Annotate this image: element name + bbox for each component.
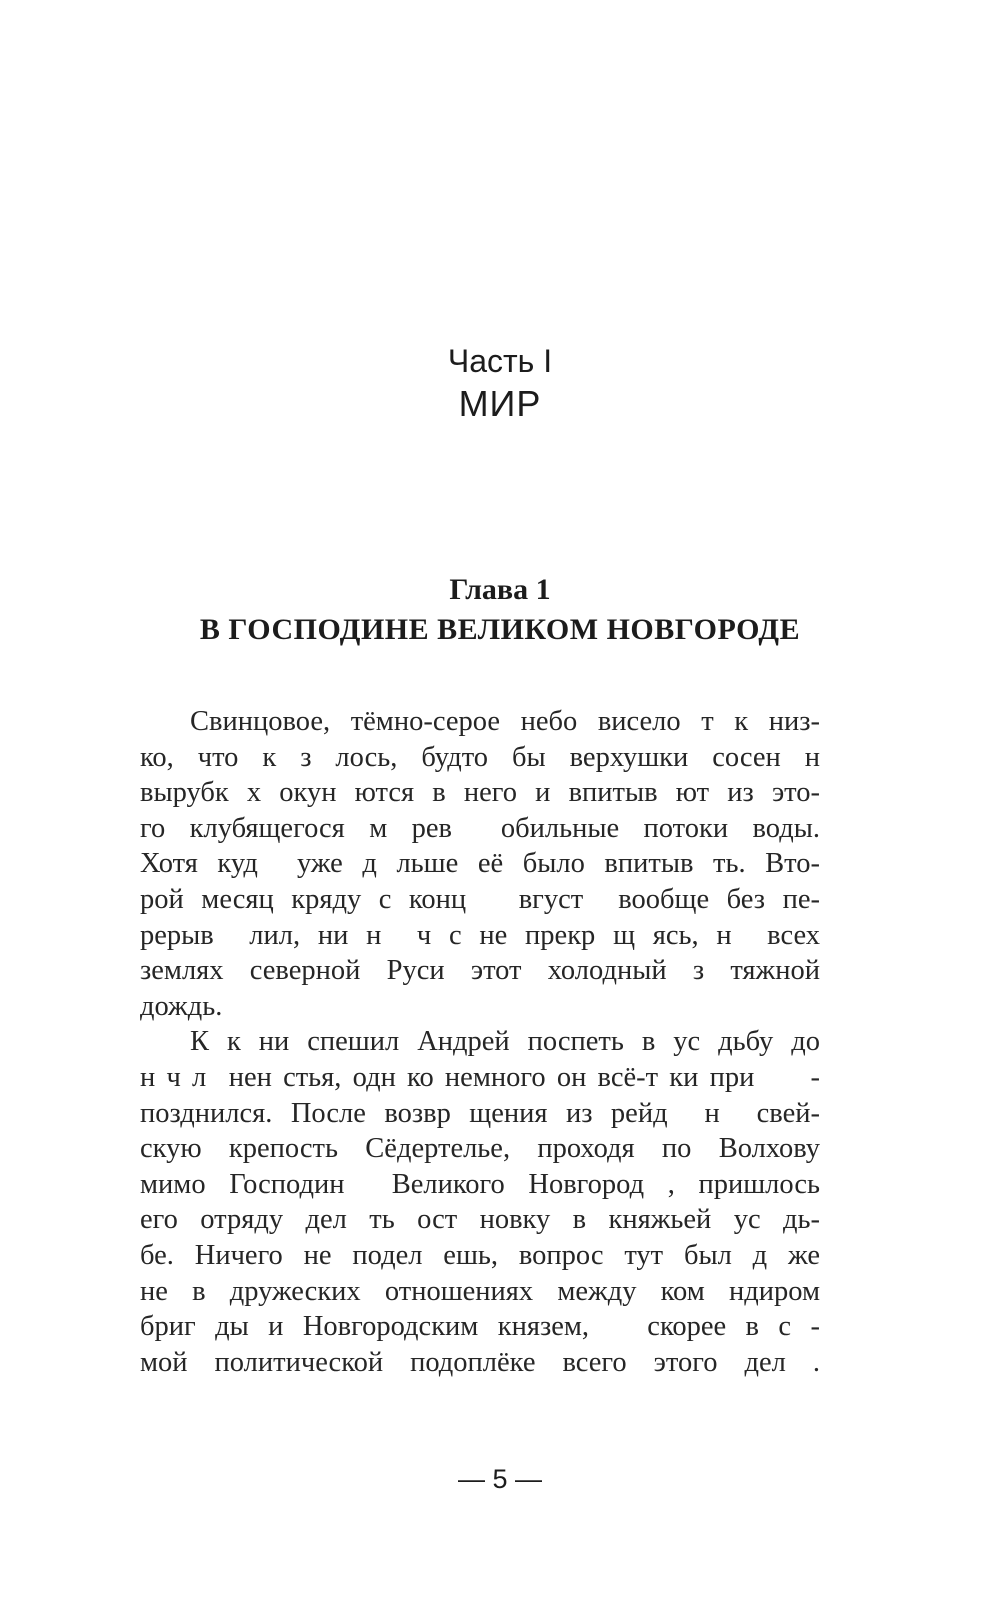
text-line: его отряду дел ть ост новку в княжьей ус дь-: [140, 1204, 820, 1236]
page-number: — 5 —: [457, 1464, 543, 1494]
text-line: землях северной Руси этот холодный з тяжной: [140, 955, 820, 987]
body-text: [140, 704, 820, 1380]
text-line: Свинцовое, тёмно-серое небо висело т к низ-: [190, 706, 820, 737]
chapter-number: Глава 1: [449, 573, 551, 606]
text-line: позднился. После возвр щения из рейд н свей-: [140, 1097, 820, 1129]
chapter-title: В ГОСПОДИНЕ ВЕЛИКОМ НОВГОРОДЕ: [199, 613, 801, 646]
text-line: вырубк х окун ются в него и впитыв ют из это-: [140, 777, 820, 809]
text-line: дождь.: [140, 990, 223, 1022]
text-line: го клубящегося м рев обильные потоки воды.: [140, 812, 820, 844]
text-line: рой месяц кряду с конц вгуст вообще без пе-: [140, 883, 820, 915]
text-line: К к ни спешил Андрей поспеть в ус дьбу до: [190, 1026, 820, 1058]
text-line: бриг ды и Новгородским князем, скорее в с -: [140, 1311, 820, 1343]
text-line: не в дружеских отношениях между ком ндиром: [140, 1275, 820, 1307]
text-line: бе. Ничего не подел ешь, вопрос тут был д же: [140, 1239, 820, 1271]
text-line: н ч л нен стья, одн ко немного он всё-т ки при -: [140, 1061, 820, 1093]
text-line: Хотя куд уже д льше её было впитыв ть. Вто-: [140, 848, 820, 880]
text-line: рерыв лил, ни н ч с не прекр щ ясь, н всех: [140, 919, 820, 951]
part-number: Часть I: [447, 343, 553, 379]
text-line: мой политической подоплёке всего этого дел .: [140, 1346, 820, 1378]
text-line: мимо Господин Великого Новгород , пришлось: [140, 1168, 820, 1200]
text-line: ко, что к з лось, будто бы верхушки сосен н: [140, 741, 820, 773]
part-title: МИР: [458, 383, 542, 424]
text-line: скую крепость Сёдертелье, проходя по Волхову: [140, 1133, 820, 1165]
